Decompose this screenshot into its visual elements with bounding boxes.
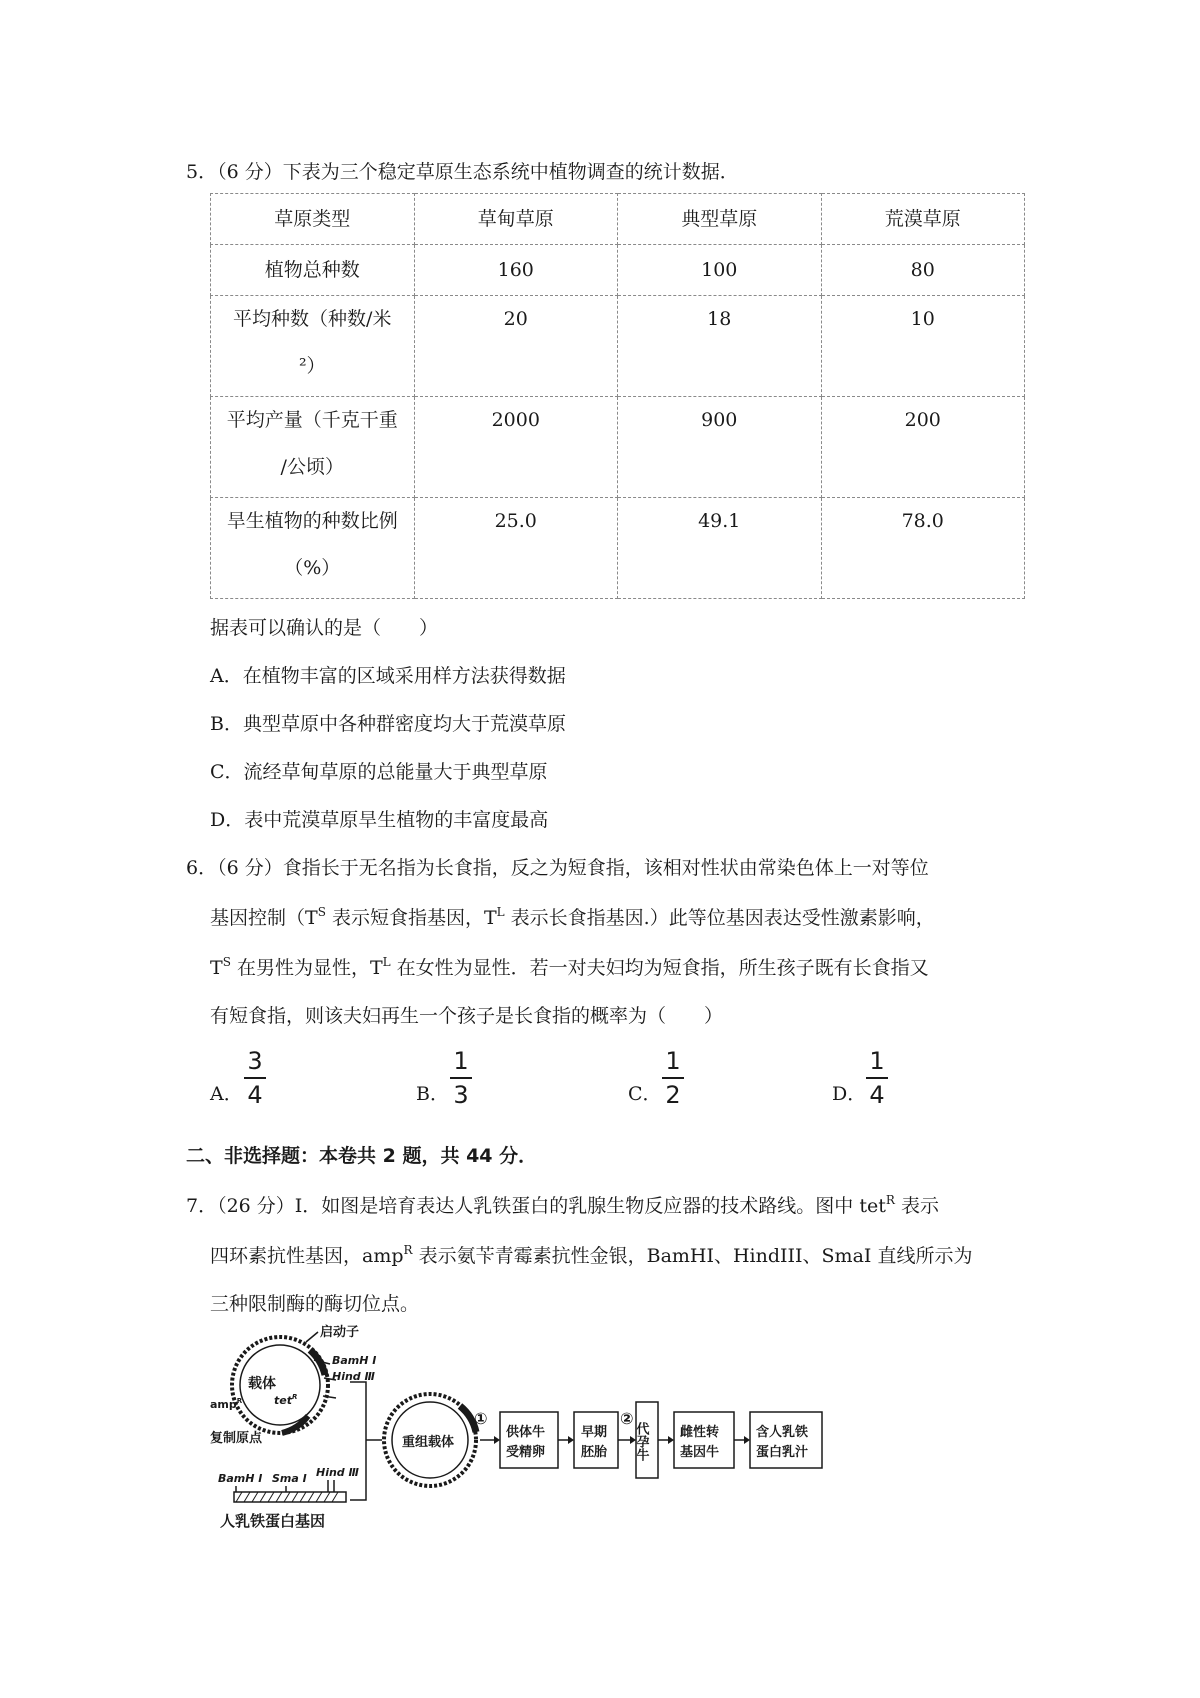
table-row xyxy=(211,397,1025,498)
superscript: S xyxy=(317,905,326,919)
q7-line2 xyxy=(210,1244,972,1268)
q6-option-a-fraction xyxy=(242,1046,268,1110)
table-header-cell: 草原类型 xyxy=(211,194,415,245)
combine-bracket xyxy=(350,1382,366,1500)
row-label-line2: ²） xyxy=(298,355,326,377)
box-text: 代孕牛 xyxy=(633,1422,649,1461)
q6-option-b-fraction xyxy=(448,1046,474,1110)
row-label xyxy=(211,296,415,397)
q7-text: 7．（26 分）Ⅰ．如图是培育表达人乳铁蛋白的乳腺生物反应器的技术路线。图中 tet xyxy=(186,1195,886,1217)
row-label-line1: 平均产量（千克干重 xyxy=(226,409,398,431)
box-text: 雌性转 xyxy=(680,1425,720,1440)
origin-label: 复制原点 xyxy=(210,1431,263,1446)
box-text: 含人乳铁 xyxy=(756,1425,809,1440)
table-cell: 49.1 xyxy=(618,498,822,599)
transgenic-pathway-diagram xyxy=(210,1320,830,1560)
row-label xyxy=(211,397,415,498)
q5-option-d: D．表中荒漠草原旱生植物的丰富度最高 xyxy=(210,809,549,831)
q5-option-b: B．典型草原中各种群密度均大于荒漠草原 xyxy=(210,713,566,735)
table-row xyxy=(211,245,1025,296)
q5-option-c: C．流经草甸草原的总能量大于典型草原 xyxy=(210,761,548,783)
superscript: L xyxy=(496,905,505,919)
numerator: 1 xyxy=(453,1047,469,1075)
table-row xyxy=(211,296,1025,397)
q6-option-d-letter: D． xyxy=(832,1083,867,1105)
q7-text: 四环素抗性基因，amp xyxy=(210,1245,404,1267)
numerator: 1 xyxy=(665,1047,681,1075)
box-text: 受精卵 xyxy=(506,1445,546,1460)
table-cell: 10 xyxy=(821,296,1025,397)
row-label: 植物总种数 xyxy=(211,245,415,296)
tet-label: tet$^R$ xyxy=(274,1393,298,1407)
table-cell: 78.0 xyxy=(821,498,1025,599)
recombinant-vector xyxy=(384,1394,476,1486)
promoter-pointer xyxy=(306,1332,318,1342)
table-cell: 160 xyxy=(414,245,618,296)
gene-sma1-label: Sma I xyxy=(272,1472,307,1485)
box-text: 胚胎 xyxy=(581,1445,608,1460)
numerator: 1 xyxy=(869,1047,885,1075)
q5-option-a: A．在植物丰富的区域采用样方法获得数据 xyxy=(210,665,566,687)
box-text: 蛋白乳汁 xyxy=(756,1445,809,1460)
gene-hind3-label: Hind Ⅲ xyxy=(316,1466,359,1479)
table-cell: 20 xyxy=(414,296,618,397)
gene-label: 人乳铁蛋白基因 xyxy=(220,1512,326,1530)
vector-label: 载体 xyxy=(248,1376,276,1392)
row-label-line1: 旱生植物的种数比例 xyxy=(226,510,398,532)
plasmid-vector xyxy=(232,1337,336,1433)
q6-text: 基因控制（T xyxy=(210,907,318,929)
q6-option-b-letter: B． xyxy=(416,1083,449,1105)
fraction-bar xyxy=(450,1077,472,1079)
fraction-bar xyxy=(662,1077,684,1079)
bamh1-site-label: BamH I xyxy=(332,1354,377,1367)
q6-option-d-fraction xyxy=(864,1046,890,1110)
denominator: 3 xyxy=(453,1081,469,1109)
table-header-cell: 草甸草原 xyxy=(414,194,618,245)
recombinant-label: 重组载体 xyxy=(402,1435,455,1450)
q6-option-a-letter: A． xyxy=(210,1083,243,1105)
q6-text: 在女性为显性．若一对夫妇均为短食指，所生孩子既有长食指又 xyxy=(390,957,929,979)
q7-line1 xyxy=(186,1194,939,1218)
row-label xyxy=(211,498,415,599)
superscript: R xyxy=(403,1243,413,1257)
box-text: 早期 xyxy=(581,1425,608,1440)
table-header-cell: 荒漠草原 xyxy=(821,194,1025,245)
table-cell: 18 xyxy=(618,296,822,397)
table-cell: 25.0 xyxy=(414,498,618,599)
table-cell: 900 xyxy=(618,397,822,498)
q6-text: T xyxy=(210,957,223,979)
q6-option-c-fraction xyxy=(660,1046,686,1110)
q6-option-c-letter: C． xyxy=(628,1083,662,1105)
grassland-table xyxy=(210,193,1025,599)
row-label-line1: 平均种数（种数/米 xyxy=(233,308,392,330)
box-text: 供体牛 xyxy=(506,1425,546,1440)
table-row xyxy=(211,498,1025,599)
row-label-line2: /公顷） xyxy=(280,456,344,478)
q6-text: 在男性为显性，T xyxy=(230,957,383,979)
step1-marker: ① xyxy=(474,1409,488,1428)
row-label-line2: （%） xyxy=(284,557,341,579)
q5-stem: 5．（6 分）下表为三个稳定草原生态系统中植物调查的统计数据． xyxy=(186,161,739,183)
table-header-cell: 典型草原 xyxy=(618,194,822,245)
hind3-site-label: Hind Ⅲ xyxy=(332,1370,375,1383)
denominator: 4 xyxy=(869,1081,885,1109)
table-cell: 100 xyxy=(618,245,822,296)
q6-text: 表示长食指基因.）此等位基因表达受性激素影响， xyxy=(504,907,935,929)
superscript: R xyxy=(885,1193,895,1207)
promoter-label: 启动子 xyxy=(320,1325,360,1340)
q6-line2 xyxy=(210,906,935,930)
denominator: 2 xyxy=(665,1081,681,1109)
q7-line3: 三种限制酶的酶切位点。 xyxy=(210,1293,420,1315)
table-cell: 2000 xyxy=(414,397,618,498)
q6-text: 表示短食指基因，T xyxy=(325,907,497,929)
q6-line3 xyxy=(210,956,929,980)
amp-label: amp$^R$ xyxy=(210,1397,243,1411)
q7-text: 表示氨苄青霉素抗性金银，BamHI、HindIII、SmaI 直线所示为 xyxy=(412,1245,973,1267)
section-heading: 二、非选择题：本卷共 2 题，共 44 分． xyxy=(186,1145,538,1167)
superscript: L xyxy=(382,955,391,969)
fraction-bar xyxy=(244,1077,266,1079)
fraction-bar xyxy=(866,1077,888,1079)
q5-prompt: 据表可以确认的是（ ） xyxy=(210,617,439,639)
denominator: 4 xyxy=(247,1081,263,1109)
q6-line4: 有短食指，则该夫妇再生一个孩子是长食指的概率为（ ） xyxy=(210,1005,724,1027)
table-cell: 80 xyxy=(821,245,1025,296)
numerator: 3 xyxy=(247,1047,263,1075)
gene-bamh1-label: BamH I xyxy=(218,1472,263,1485)
step2-marker: ② xyxy=(620,1409,634,1428)
box-text: 基因牛 xyxy=(680,1445,720,1460)
table-cell: 200 xyxy=(821,397,1025,498)
q6-line1: 6．（6 分）食指长于无名指为长食指，反之为短食指，该相对性状由常染色体上一对等位 xyxy=(186,857,929,879)
table-header-row xyxy=(211,194,1025,245)
superscript: S xyxy=(222,955,231,969)
q7-text: 表示 xyxy=(894,1195,939,1217)
